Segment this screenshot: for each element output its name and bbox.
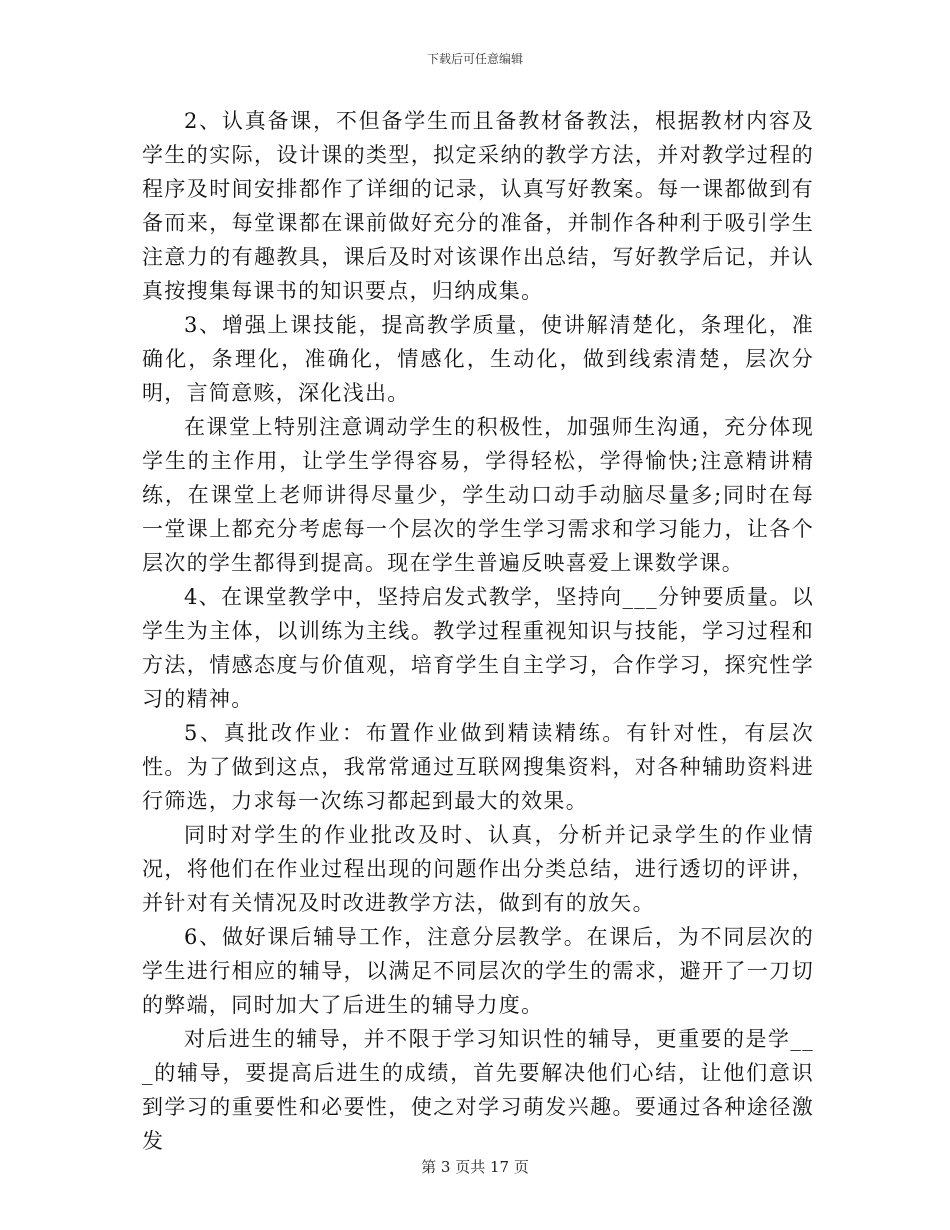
paragraph-homework-assignment: 5、真批改作业：布置作业做到精读精练。有针对性，有层次性。为了做到这点，我常常通过互联网搜集资料，对各种辅助资料进行筛选，力求每一次练习都起到最大的效果。 [142, 721, 814, 813]
paragraph-heuristic-teaching: 4、在课堂教学中，坚持启发式教学，坚持向___分钟要质量。以学生为主体，以训练为主线。教学过程重视知识与技能，学习过程和方法，情感态度与价值观，培育学生自主学习，合作学习，探究性学习的精神。 [142, 585, 814, 711]
paragraph-homework-correction: 同时对学生的作业批改及时、认真，分析并记录学生的作业情况，将他们在作业过程出现的问题作出分类总结，进行透切的评讲，并针对有关情况及时改进教学方法，做到有的放矢。 [142, 823, 814, 915]
paragraph-lesson-preparation: 2、认真备课，不但备学生而且备教材备教法，根据教材内容及学生的实际，设计课的类型，拟定采纳的教学方法，并对教学过程的程序及时间安排都作了详细的记录，认真写好教案。每一课都做到有备而来，每堂课都在课前做好充分的准备，并制作各种利于吸引学生注意力的有趣教具，课后及时对该课作出总结，写好教学后记，并认真按搜集每课书的知识要点，归纳成集。 [142, 109, 814, 303]
document-body [142, 104, 814, 1158]
paragraph-after-class-tutoring: 6、做好课后辅导工作，注意分层教学。在课后，为不同层次的学生进行相应的辅导，以满足不同层次的学生的需求，避开了一刀切的弊端，同时加大了后进生的辅导力度。 [142, 925, 814, 1017]
paragraph-struggling-students: 对后进生的辅导，并不限于学习知识性的辅导，更重要的是学___的辅导，要提高后进生的成绩，首先要解决他们心结，让他们意识到学习的重要性和必要性，使之对学习萌发兴趣。要通过各种途径激发 [142, 1027, 814, 1153]
paragraph-teaching-skills: 3、增强上课技能，提高教学质量，使讲解清楚化，条理化，准确化，条理化，准确化，情感化，生动化，做到线索清楚，层次分明，言简意赅，深化浅出。 [142, 313, 814, 405]
paragraph-classroom-engagement: 在课堂上特别注意调动学生的积极性，加强师生沟通，充分体现学生的主作用，让学生学得容易，学得轻松，学得愉快;注意精讲精练，在课堂上老师讲得尽量少，学生动口动手动脑尽量多;同时在每一堂课上都充分考虑每一个层次的学生学习需求和学习能力，让各个层次的学生都得到提高。现在学生普遍反映喜爱上课数学课。 [142, 415, 814, 575]
page-header: 下载后可任意编辑 [426, 52, 523, 66]
page-number-footer: 第 3 页共 17 页 [421, 1158, 529, 1176]
